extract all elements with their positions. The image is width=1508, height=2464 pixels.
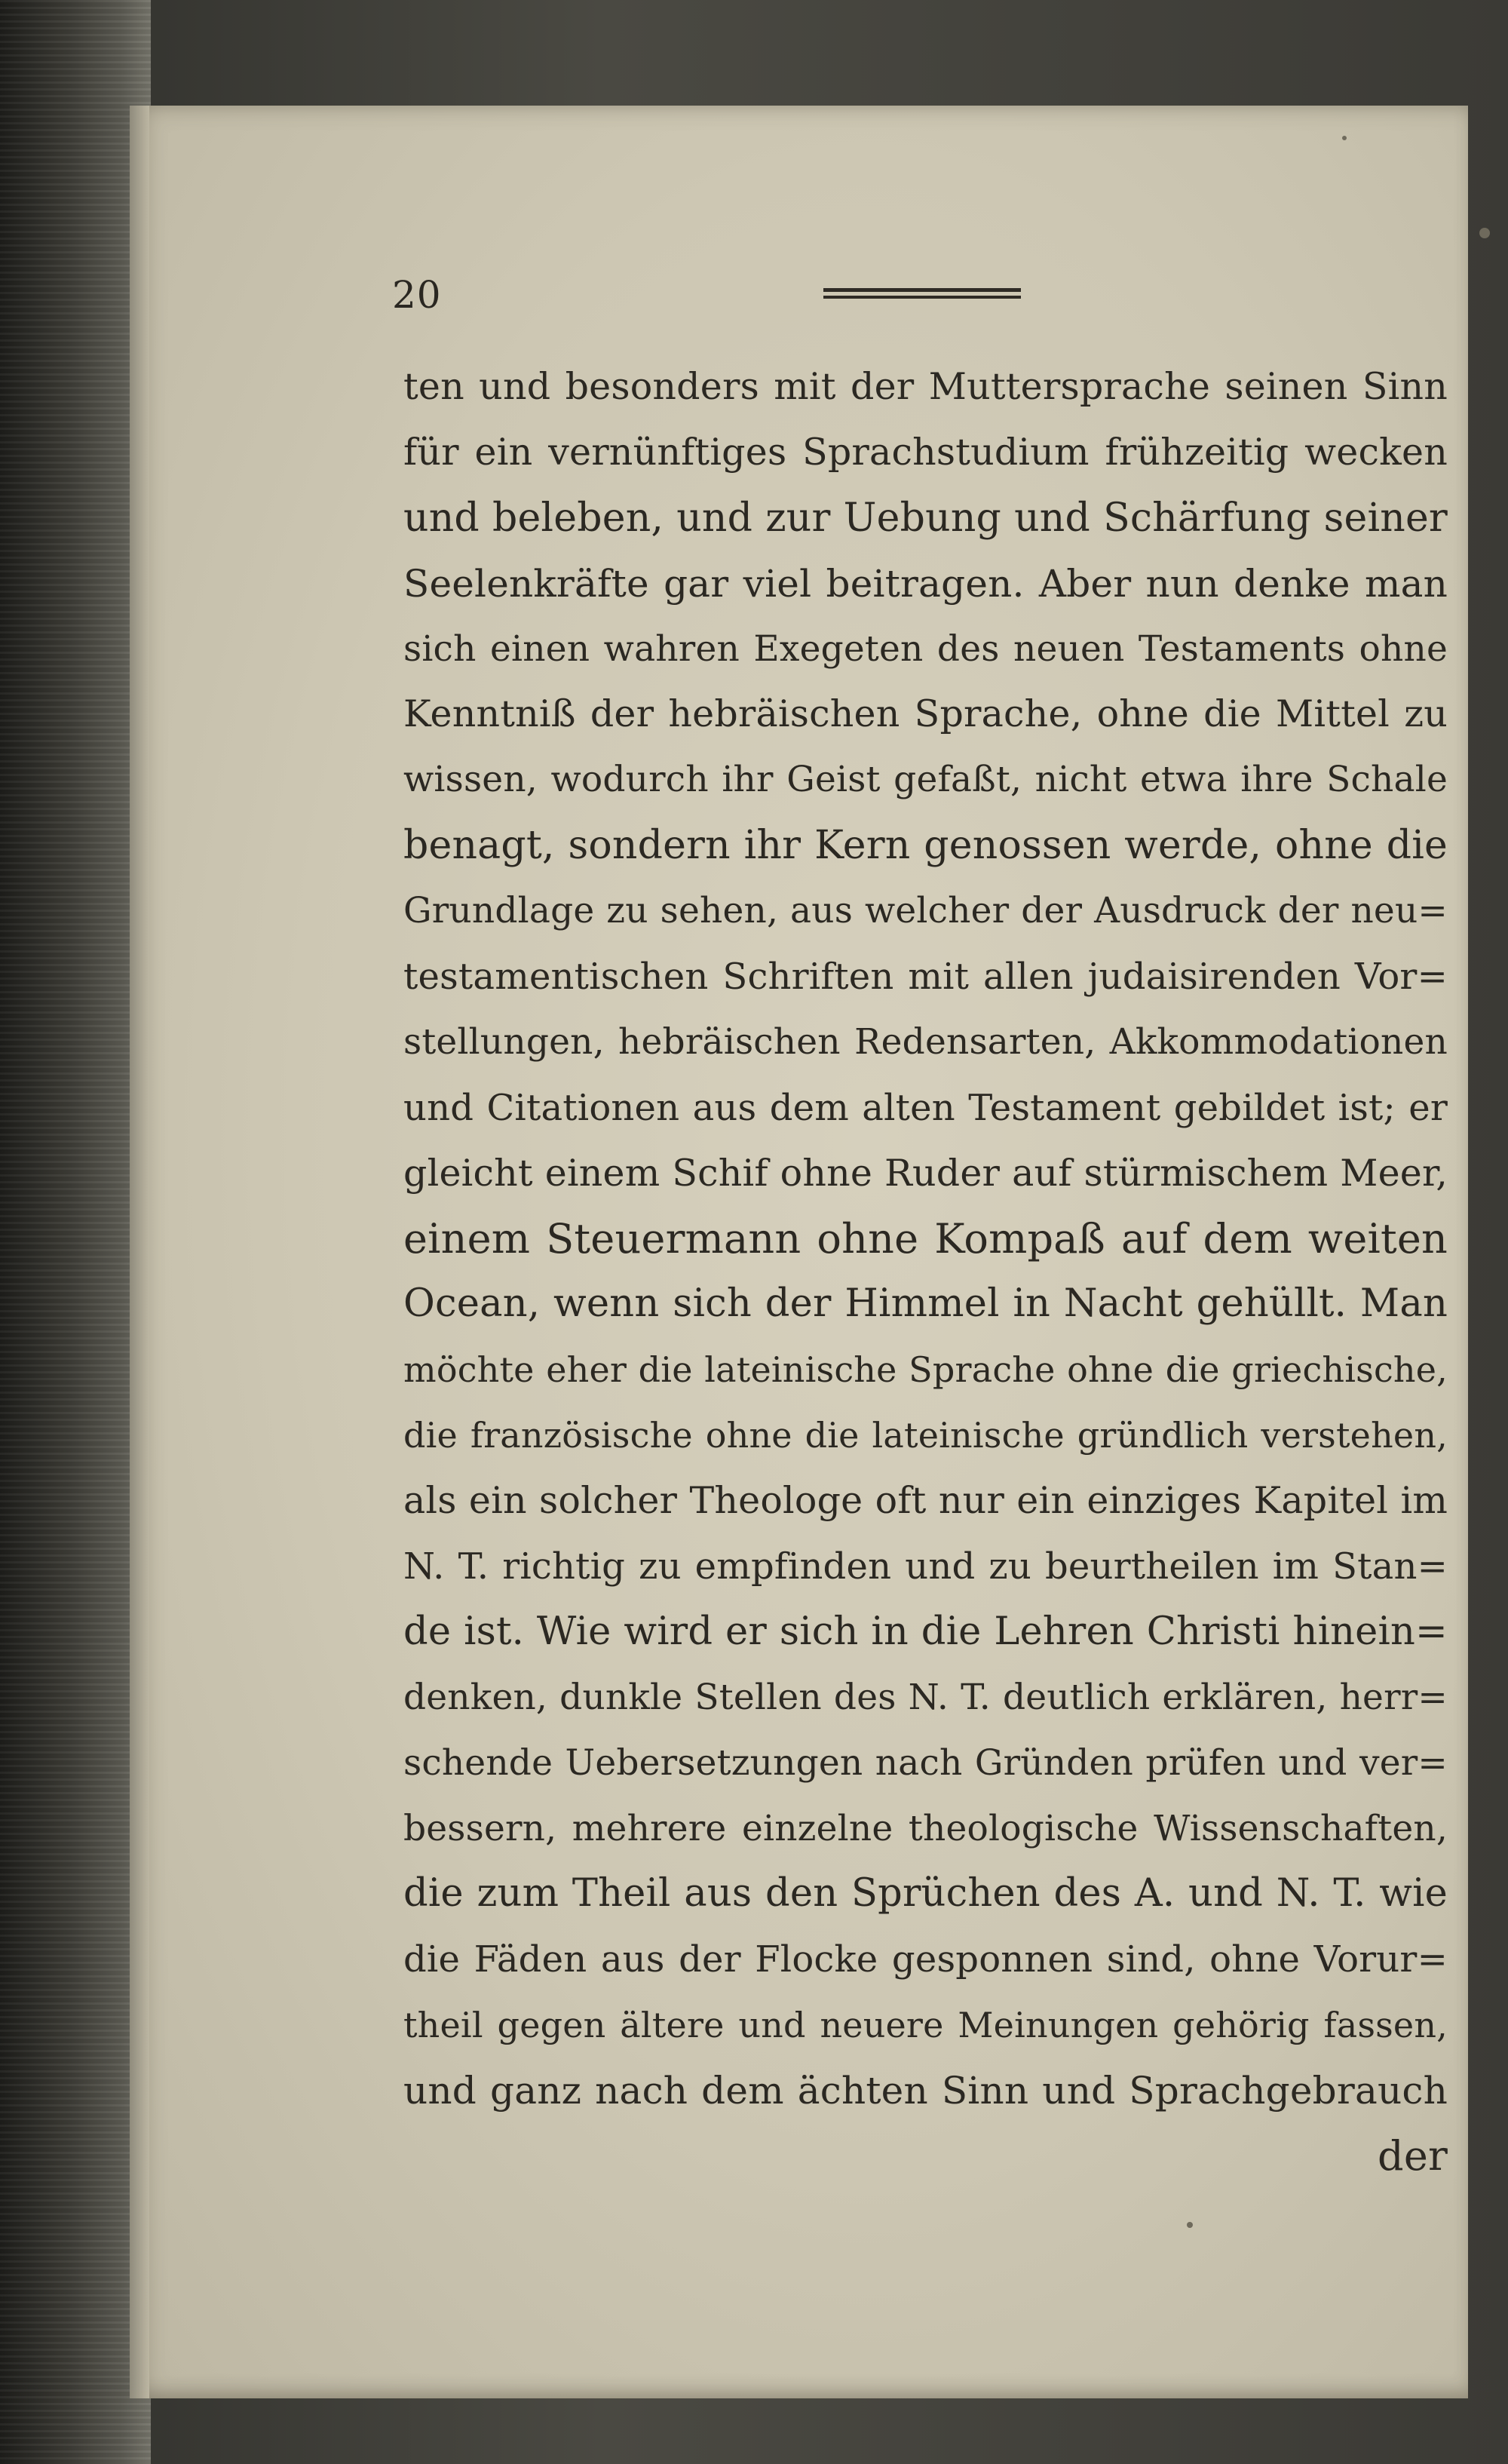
- paper-speck: [1479, 228, 1490, 238]
- text-line: bessern, mehrere einzelne theologische Wissenschaften,: [403, 1807, 1448, 1849]
- catchword: der: [1378, 2132, 1448, 2180]
- text-line: Kenntniß der hebräischen Sprache, ohne die Mittel zu: [403, 692, 1448, 736]
- text-line: für ein vernünftiges Sprachstudium frühzeitig wecken: [403, 430, 1448, 474]
- text-line: wissen, wodurch ihr Geist gefaßt, nicht etwa ihre Schale: [403, 759, 1448, 801]
- text-line: möchte eher die lateinische Sprache ohne die griechische,: [403, 1349, 1448, 1391]
- text-line: Grundlage zu sehen, aus welcher der Ausdruck der neu=: [403, 890, 1448, 932]
- text-line: benagt, sondern ihr Kern genossen werde, ohne die: [403, 823, 1448, 869]
- text-line: ten und besonders mit der Muttersprache seinen Sinn: [403, 365, 1448, 408]
- page-edge-shadow: [130, 106, 149, 2398]
- text-line: die Fäden aus der Flocke gesponnen sind, ohne Vorur=: [403, 1938, 1448, 1981]
- text-line: sich einen wahren Exegeten des neuen Testaments ohne: [403, 628, 1448, 670]
- text-line: theil gegen ältere und neuere Meinungen gehörig fassen,: [403, 2005, 1448, 2046]
- text-line: die französische ohne die lateinische gründlich verstehen,: [403, 1415, 1448, 1456]
- body-text: [403, 354, 1448, 2189]
- text-line: die zum Theil aus den Sprüchen des A. und N. T. wie: [403, 1871, 1448, 1916]
- text-line: und Citationen aus dem alten Testament gebildet ist; er: [403, 1086, 1448, 1129]
- text-line: und beleben, und zur Uebung und Schärfung seiner: [403, 495, 1448, 541]
- text-line: testamentischen Schriften mit allen judaisirenden Vor=: [403, 956, 1448, 999]
- text-line: gleicht einem Schif ohne Ruder auf stürmischem Meer,: [403, 1151, 1448, 1195]
- text-line: einem Steuermann ohne Kompaß auf dem weiten: [403, 1214, 1448, 1263]
- paper-speck: [1342, 136, 1347, 140]
- page-number: 20: [392, 273, 442, 317]
- text-line: denken, dunkle Stellen des N. T. deutlich erklären, herr=: [403, 1676, 1448, 1718]
- text-line: Ocean, wenn sich der Himmel in Nacht gehüllt. Man: [403, 1281, 1448, 1327]
- paper-speck: [1187, 2222, 1193, 2228]
- text-line: N. T. richtig zu empfinden und zu beurtheilen im Stan=: [403, 1545, 1448, 1588]
- text-line: als ein solcher Theologe oft nur ein einziges Kapitel im: [403, 1479, 1448, 1523]
- text-line: schende Uebersetzungen nach Gründen prüfen und ver=: [403, 1741, 1448, 1784]
- text-line: und ganz nach dem ächten Sinn und Sprachgebrauch: [403, 2069, 1448, 2113]
- header-ornament-rule: [823, 288, 1021, 302]
- text-line: de ist. Wie wird er sich in die Lehren Christi hinein=: [403, 1609, 1448, 1654]
- text-line: stellungen, hebräischen Redensarten, Akkommodationen: [403, 1020, 1448, 1063]
- text-line: Seelenkräfte gar viel beitragen. Aber nun denke man: [403, 561, 1448, 606]
- book-spine: [0, 0, 151, 2464]
